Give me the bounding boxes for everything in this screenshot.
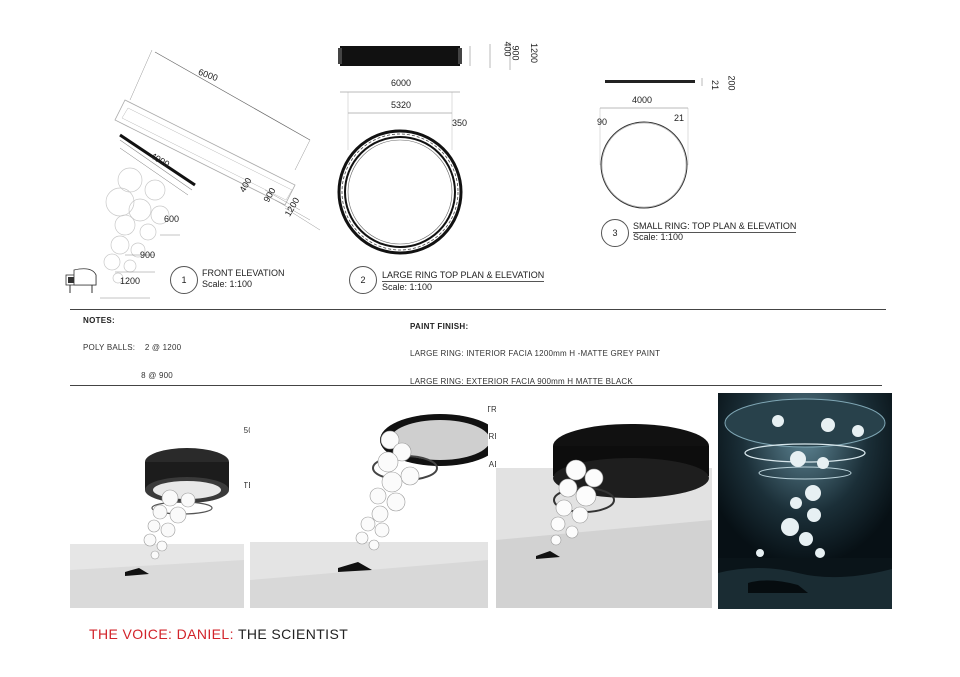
paint-line: GRADED: [476, 459, 512, 469]
dim-21-sr: 21: [710, 79, 721, 91]
dim-900-b: 900: [140, 250, 156, 260]
drawing-number-2: 2: [349, 266, 377, 294]
dim-400-lr: 400: [502, 41, 513, 57]
small-ring-drawing: [590, 70, 750, 220]
drawing-number-3: 3: [601, 219, 629, 247]
paint-heading: PAINT FINISH:: [410, 322, 469, 331]
project-title-red: THE VOICE: DANIEL:: [89, 626, 234, 642]
dim-900-lr: 900: [510, 45, 521, 61]
large-ring-scale: Scale: 1:100: [382, 282, 433, 292]
render-view-1: [70, 400, 244, 608]
front-elevation-drawing: [60, 40, 320, 300]
render-view-night: [718, 393, 892, 609]
notes-heading: NOTES:: [83, 316, 116, 325]
project-title-black: THE SCIENTIST: [233, 626, 349, 642]
large-ring-title: LARGE RING TOP PLAN & ELEVATION: [382, 270, 545, 280]
notes-line: POLY BALLS: 2 @ 1200: [83, 343, 182, 353]
notes-top-rule: [70, 309, 886, 310]
dim-6000: 6000: [196, 66, 220, 84]
notes-line: 8 @ 900: [83, 371, 173, 381]
paint-line: LARGE RING: EXTERIOR FACIA 900mm H MATTE BLACK: [410, 377, 633, 387]
dim-600: 600: [164, 214, 180, 224]
paint-line: LARGE RING: INTERIOR FACIA 1200mm H -MATTE GREY PAINT: [410, 349, 661, 359]
drawing-number-1: 1: [170, 266, 198, 294]
dim-4000: 4000: [148, 150, 172, 170]
render-view-3: [496, 400, 712, 608]
dim-400: 400: [237, 175, 254, 195]
dim-900: 900: [261, 185, 278, 205]
project-title: [89, 626, 348, 642]
dim-200-sr: 200: [726, 75, 737, 91]
front-elevation-scale: Scale: 1:100: [202, 279, 253, 289]
dim-1200-b: 1200: [120, 276, 141, 286]
dim-1200-lr: 1200: [529, 42, 540, 64]
large-ring-drawing: [330, 40, 550, 270]
dim-5320-lr: 5320: [391, 100, 412, 110]
small-ring-title: SMALL RING: TOP PLAN & ELEVATION: [633, 221, 797, 231]
dim-90-sr: 90: [597, 117, 608, 127]
render-view-2: [250, 400, 488, 608]
dim-21b-sr: 21: [674, 113, 685, 123]
dim-1200: 1200: [282, 195, 302, 219]
dim-350-lr: 350: [452, 118, 468, 128]
front-elevation-title: FRONT ELEVATION: [202, 268, 285, 278]
small-ring-scale: Scale: 1:100: [633, 232, 684, 242]
dim-6000-lr: 6000: [391, 78, 412, 88]
dim-4000-sr: 4000: [632, 95, 653, 105]
